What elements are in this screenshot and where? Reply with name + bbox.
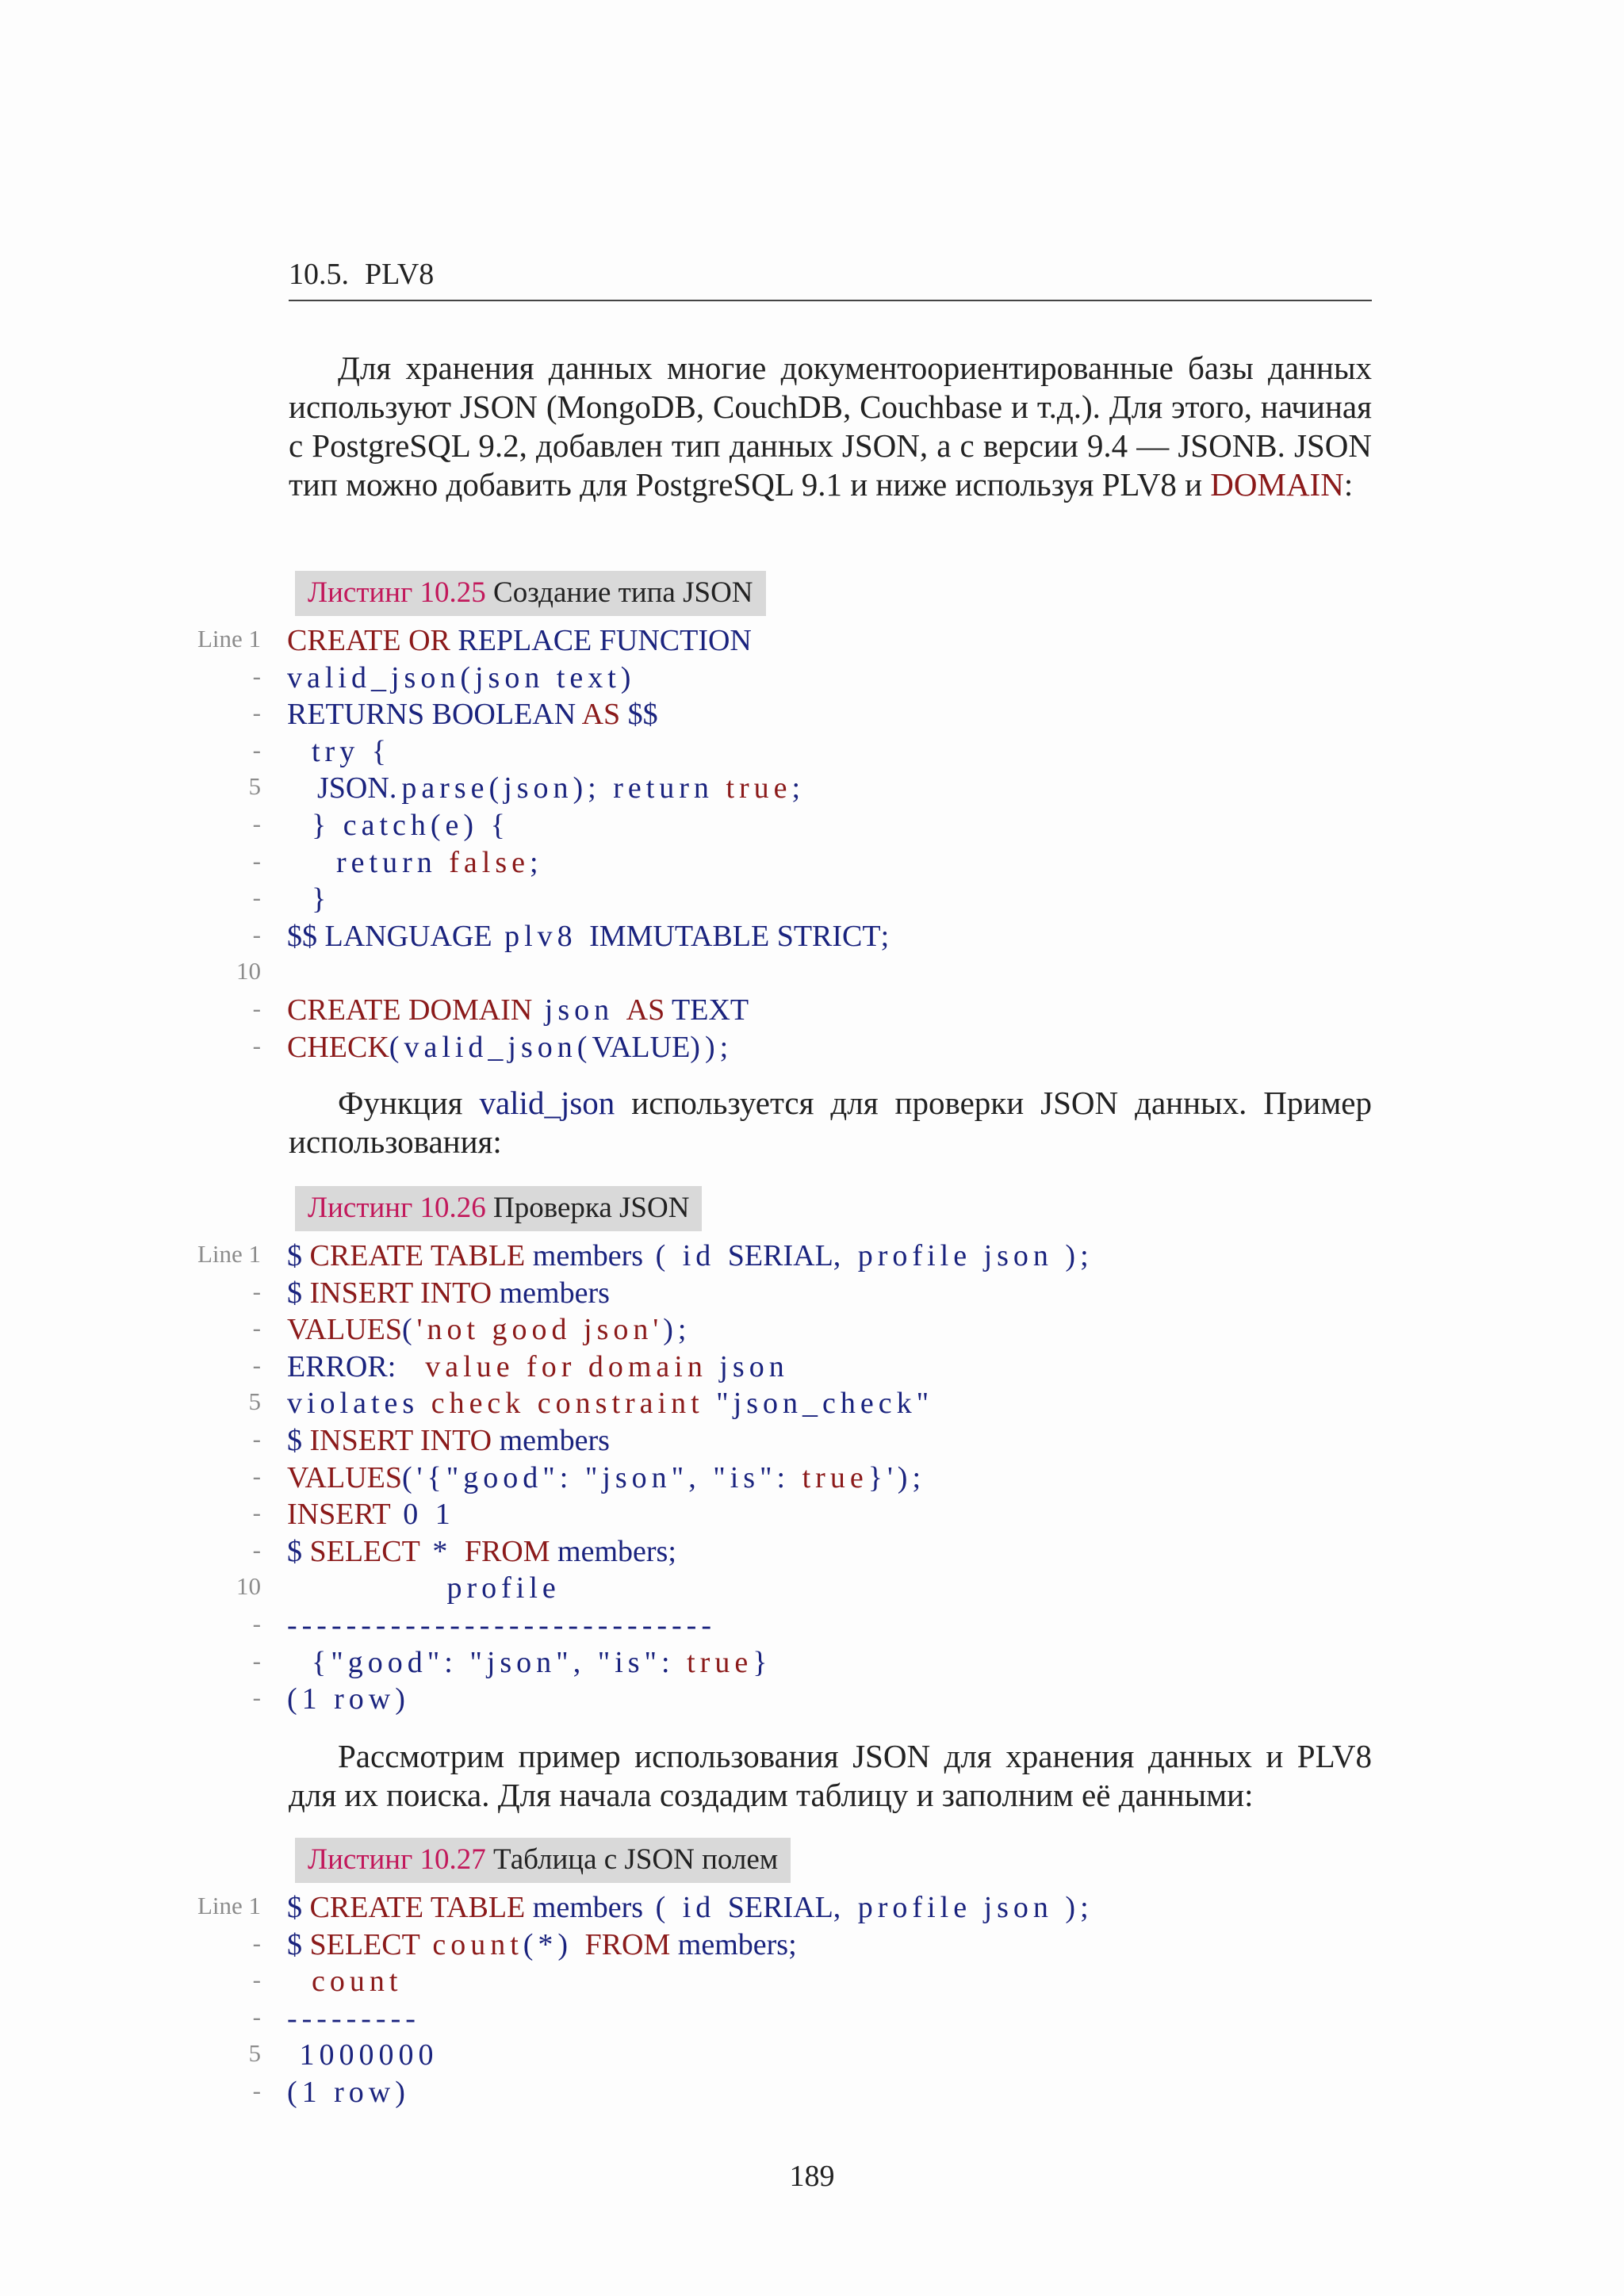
section-number: 10.5. [289, 258, 349, 291]
code-token: true [687, 1645, 753, 1679]
code-token: $ [287, 1239, 310, 1272]
code-token: AS [581, 698, 621, 732]
code-line [0, 1030, 1624, 1067]
code-line [0, 1276, 1624, 1313]
code-token: --------- [287, 2001, 420, 2035]
code-token: (1 row) [287, 1682, 410, 1716]
code-token: SERIAL [727, 1239, 833, 1272]
code-token: $ [287, 1891, 310, 1924]
code-text [287, 1312, 691, 1347]
code-token: CREATE [287, 624, 401, 657]
code-text [287, 2075, 410, 2110]
line-number: - [252, 883, 261, 912]
code-text [287, 845, 543, 880]
code-text [287, 1497, 455, 1532]
code-token: return [287, 845, 450, 879]
code-text [287, 697, 658, 732]
code-token: $ [287, 1423, 310, 1457]
code-token: ERROR [287, 1349, 388, 1383]
listing-title: Проверка JSON [493, 1192, 690, 1224]
listing-caption-1 [295, 571, 766, 616]
line-number: - [252, 698, 261, 727]
code-text [287, 1534, 681, 1569]
code-token: } [287, 882, 331, 916]
line-number: - [252, 2002, 261, 2030]
code-token: FROM [464, 1534, 550, 1568]
line-number: 10 [236, 957, 261, 985]
code-token: REPLACE FUNCTION [458, 624, 752, 657]
code-text [287, 1460, 925, 1495]
code-text [287, 1645, 772, 1680]
line-number: - [252, 1350, 261, 1379]
code-token: (1 row) [287, 2075, 410, 2109]
code-token: valid_json(json text) [287, 660, 636, 695]
code-token: } [753, 1645, 772, 1679]
line-number: - [252, 920, 261, 948]
code-token: ; [880, 919, 894, 953]
code-text [287, 1571, 561, 1605]
code-token: ; [529, 845, 543, 879]
para2-after: используется для проверки JSON данных. Пример использования: [289, 1085, 1372, 1160]
code-token: CHECK [287, 1030, 389, 1064]
code-token: SELECT [309, 1927, 420, 1961]
line-number: Line 1 [197, 1240, 261, 1268]
line-number: - [252, 1928, 261, 1957]
code-token [401, 624, 409, 657]
listing-caption-3 [295, 1838, 791, 1883]
code-token: members [492, 1423, 610, 1457]
code-line [0, 2075, 1624, 2112]
code-line [0, 1423, 1624, 1460]
code-token: json [532, 993, 626, 1027]
code-line [0, 1645, 1624, 1682]
page-number: 189 [789, 2160, 835, 2193]
code-token: FROM [584, 1927, 671, 1961]
running-header [289, 257, 1372, 301]
code-text [287, 771, 805, 806]
code-line [0, 919, 1624, 956]
line-number: - [252, 1683, 261, 1712]
code-token: CREATE DOMAIN [287, 993, 533, 1027]
line-number: - [252, 1314, 261, 1342]
code-text [287, 1927, 802, 1962]
code-line [0, 1386, 1624, 1423]
code-token: INSERT INTO [309, 1276, 492, 1310]
code-line [0, 1964, 1624, 2001]
code-token: 1000000 [287, 2038, 439, 2072]
code-line [0, 1682, 1624, 1719]
line-number: - [252, 1965, 261, 1994]
code-token [665, 993, 672, 1027]
code-token [576, 698, 581, 731]
code-token: ; [788, 1927, 802, 1961]
code-token: (*) [523, 1927, 585, 1961]
code-token: OR [408, 624, 450, 657]
line-number: Line 1 [197, 1892, 261, 1919]
code-text [287, 2038, 439, 2072]
code-listing-2 [0, 1238, 1624, 1719]
code-text [287, 1423, 610, 1458]
code-token: members [525, 1239, 644, 1272]
code-text [287, 1964, 402, 1999]
para3-text: Рассмотрим пример использования JSON для хранения данных и PLV8 для их поиска. Для начала создадим таблицу и заполним её данными: [289, 1738, 1372, 1813]
code-token: , profile json ); [833, 1239, 1094, 1272]
line-number: - [252, 2076, 261, 2104]
line-number: 5 [248, 772, 261, 801]
code-token: JSON [317, 771, 389, 806]
code-text [287, 1276, 610, 1311]
code-line [0, 2001, 1624, 2038]
code-text [287, 1030, 733, 1065]
line-number: - [252, 661, 261, 690]
intro-tail: : [1343, 466, 1354, 503]
code-text [287, 2001, 420, 2036]
code-text [287, 660, 635, 695]
code-text [287, 919, 894, 954]
code-token [620, 698, 628, 731]
code-token: RETURNS BOOLEAN [287, 698, 576, 732]
code-token: .parse(json); return [389, 771, 726, 806]
section-title: PLV8 [365, 258, 435, 291]
code-line [0, 882, 1624, 919]
code-line [0, 1571, 1624, 1608]
code-token: } catch(e) { [287, 808, 510, 842]
code-token: , profile json ); [833, 1891, 1094, 1924]
code-text [287, 882, 331, 916]
line-number: - [252, 846, 261, 874]
code-line [0, 808, 1624, 845]
intro-paragraph [289, 349, 1372, 504]
line-number: - [252, 1424, 261, 1452]
code-text [287, 1349, 789, 1384]
code-text [287, 1238, 1094, 1273]
code-token: profile [287, 1571, 561, 1605]
line-number: 5 [248, 2039, 261, 2068]
line-number: 5 [248, 1387, 261, 1416]
code-line [0, 1534, 1624, 1571]
line-number: - [252, 993, 261, 1022]
code-text [287, 1386, 933, 1421]
code-token: members [670, 1927, 789, 1961]
code-token: value for domain [425, 1349, 707, 1383]
code-token [287, 771, 317, 805]
code-token: (valid_json( [389, 1030, 592, 1064]
code-token: json [707, 1349, 789, 1383]
code-text [287, 734, 391, 769]
function-name: valid_json [479, 1085, 615, 1121]
code-line [0, 1608, 1624, 1645]
code-token: members [550, 1534, 668, 1568]
code-token: $ [287, 1927, 310, 1961]
listing-caption-2 [295, 1186, 702, 1231]
listing-title: Таблица с JSON полем [493, 1843, 779, 1876]
code-text [287, 1890, 1094, 1925]
code-token: true [802, 1460, 868, 1494]
code-token: ; [791, 771, 806, 806]
domain-keyword: DOMAIN [1210, 466, 1344, 503]
code-line [0, 697, 1624, 734]
code-token: TEXT [672, 993, 749, 1027]
code-token: ('{"good": "json", "is": [402, 1460, 802, 1494]
code-token: SELECT [309, 1534, 420, 1568]
code-line [0, 2038, 1624, 2075]
code-text [287, 808, 510, 843]
code-token: 0 1 [390, 1498, 455, 1532]
code-token: ( [402, 1313, 417, 1347]
line-number: - [252, 1498, 261, 1527]
code-token: check constraint [431, 1387, 704, 1421]
code-token: 'not good json' [416, 1313, 664, 1347]
code-token: ( id [643, 1239, 728, 1272]
line-number: 10 [236, 1572, 261, 1601]
paragraph-3 [289, 1737, 1372, 1815]
code-token: VALUE [592, 1030, 691, 1064]
code-token: SERIAL [727, 1891, 833, 1924]
code-token: AS [626, 993, 665, 1027]
code-line [0, 1497, 1624, 1534]
listing-label: Листинг 10.25 [308, 576, 486, 609]
code-token: )); [690, 1030, 733, 1064]
listing-title: Создание типа JSON [493, 576, 753, 609]
code-listing-1 [0, 623, 1624, 1066]
line-number: - [252, 1535, 261, 1563]
code-token: }'); [868, 1460, 926, 1494]
listing-label: Листинг 10.27 [308, 1843, 486, 1876]
line-number: - [252, 1276, 261, 1305]
code-line [0, 623, 1624, 660]
code-token: count [419, 1927, 523, 1961]
code-line [0, 1890, 1624, 1927]
code-line [0, 1460, 1624, 1498]
code-token: ( id [643, 1891, 728, 1924]
code-token: try { [287, 734, 391, 768]
code-token: CREATE TABLE [309, 1239, 526, 1272]
code-token: count [287, 1965, 403, 1999]
code-token: ); [663, 1313, 691, 1347]
code-token: $ [287, 1276, 310, 1310]
code-text [287, 623, 752, 658]
code-line [0, 734, 1624, 771]
code-token: IMMUTABLE STRICT [589, 919, 881, 953]
para2-before: Функция [338, 1085, 480, 1121]
code-token: VALUES [287, 1460, 402, 1494]
code-token: members [525, 1891, 644, 1924]
code-line [0, 845, 1624, 882]
code-token: : [387, 1349, 426, 1383]
code-line [0, 955, 1624, 993]
code-text [287, 1608, 716, 1643]
code-line [0, 771, 1624, 808]
line-number: Line 1 [197, 625, 261, 652]
code-token: members [492, 1276, 610, 1310]
intro-text: Для хранения данных многие документоориентированные базы данных используют JSON (MongoDB, CouchDB, Couchbase и т.д.). Для этого, начиная с PostgreSQL 9.2, добавлен тип данных JSON, а с версии 9.4 — JSONB. JSON тип можно добавить для PostgreSQL 9.1 и ниже используя PLV8 и [289, 350, 1372, 503]
code-token: CREATE TABLE [309, 1891, 526, 1924]
code-line [0, 1238, 1624, 1276]
code-token: VALUES [287, 1313, 402, 1347]
code-token: $ [287, 1534, 310, 1568]
line-number: - [252, 1609, 261, 1637]
code-token: "json_check" [703, 1387, 934, 1421]
code-token: * [419, 1534, 465, 1568]
code-text [287, 1682, 410, 1716]
line-number: - [252, 1646, 261, 1674]
line-number: - [252, 1031, 261, 1059]
line-number: - [252, 1461, 261, 1490]
code-token: plv8 [492, 919, 590, 953]
code-listing-3 [0, 1890, 1624, 2112]
code-token: ----------------------------- [287, 1608, 716, 1642]
code-token: violates [287, 1387, 431, 1421]
listing-label: Листинг 10.26 [308, 1192, 486, 1224]
code-line [0, 1312, 1624, 1349]
code-token: INSERT [287, 1498, 391, 1532]
code-text [287, 993, 749, 1027]
code-token: $$ [627, 698, 658, 732]
line-number: - [252, 735, 261, 763]
code-token: false [449, 845, 530, 879]
code-token [450, 624, 458, 657]
line-number: - [252, 809, 261, 837]
code-line [0, 993, 1624, 1030]
code-token: ; [668, 1534, 681, 1568]
code-line [0, 660, 1624, 698]
code-token: {"good": "json", "is": [287, 1645, 688, 1679]
code-token: true [726, 771, 792, 806]
code-token: INSERT INTO [309, 1423, 492, 1457]
paragraph-2 [289, 1084, 1372, 1161]
code-token: $$ LANGUAGE [287, 919, 492, 953]
code-line [0, 1349, 1624, 1387]
code-line [0, 1927, 1624, 1965]
